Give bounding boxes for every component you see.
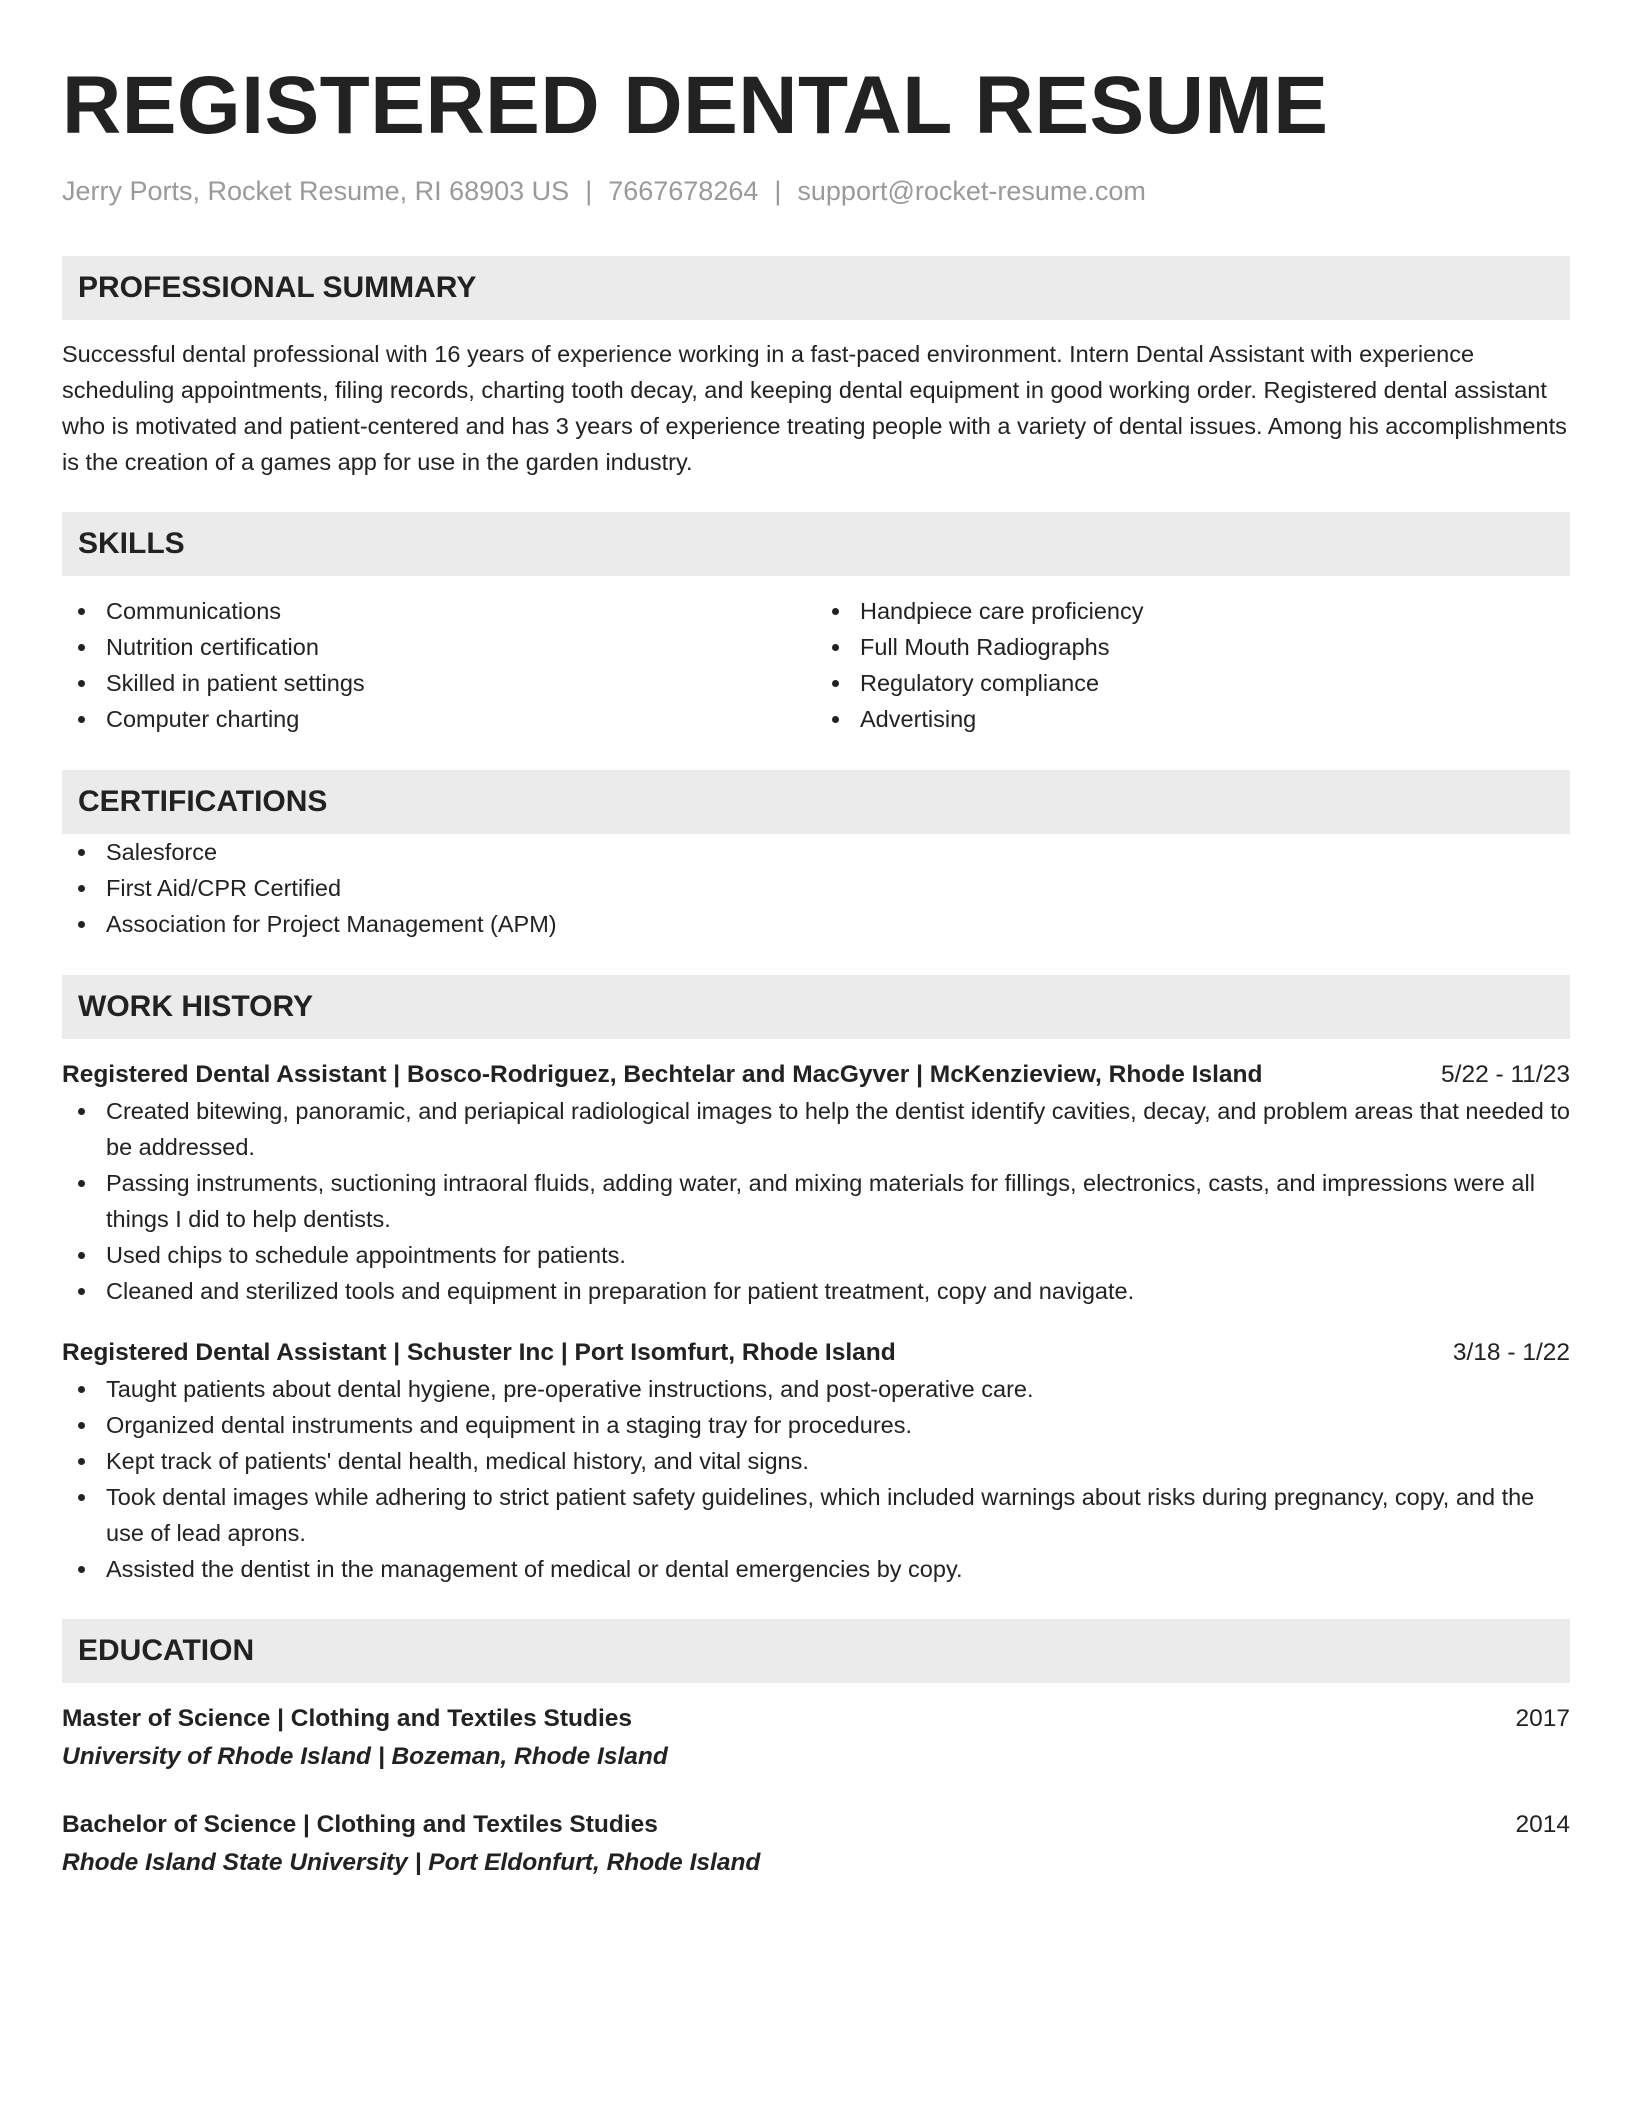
job-bullet: Used chips to schedule appointments for patients. [62,1237,1570,1273]
certifications-heading: CERTIFICATIONS [62,770,1570,834]
job-bullet: Kept track of patients' dental health, medical history, and vital signs. [62,1443,1570,1479]
job-dates: 3/18 - 1/22 [1452,1339,1570,1366]
contact-separator: | [585,176,593,206]
job-header [62,1057,1570,1093]
skills-right-list [816,593,1570,737]
certification-item: Association for Project Management (APM) [62,906,1570,942]
contact-phone: 7667678264 [608,176,759,206]
skill-item: Computer charting [62,701,816,737]
education-header [62,1701,1570,1737]
contact-separator: | [774,176,782,206]
education-year: 2014 [1515,1811,1570,1838]
job-title: Registered Dental Assistant | Schuster Inc | Port Isomfurt, Rhode Island [62,1339,896,1366]
contact-line [62,174,1570,208]
education-year: 2017 [1515,1705,1570,1732]
job-bullet-list [62,1371,1570,1587]
contact-email: support@rocket-resume.com [797,176,1146,206]
job-entry [62,1335,1570,1587]
skill-item: Nutrition certification [62,629,816,665]
job-bullet: Assisted the dentist in the management of medical or dental emergencies by copy. [62,1551,1570,1587]
job-dates: 5/22 - 11/23 [1441,1061,1570,1088]
skill-item: Full Mouth Radiographs [816,629,1570,665]
job-bullet: Taught patients about dental hygiene, pre-operative instructions, and post-operative care. [62,1371,1570,1407]
education-school: Rhode Island State University | Port Eldonfurt, Rhode Island [62,1849,761,1876]
job-bullet: Created bitewing, panoramic, and periapical radiological images to help the dentist identify cavities, decay, and problem areas that needed to be addressed. [62,1093,1570,1165]
skill-item: Advertising [816,701,1570,737]
job-bullet: Took dental images while adhering to strict patient safety guidelines, which included warnings about risks during pregnancy, copy, and the use of lead aprons. [62,1479,1570,1551]
job-bullet-list [62,1093,1570,1309]
skills-grid [62,593,1570,737]
job-title: Registered Dental Assistant | Bosco-Rodriguez, Bechtelar and MacGyver | McKenzieview, Rhode Island [62,1061,1263,1088]
education-header [62,1807,1570,1843]
contact-address: Jerry Ports, Rocket Resume, RI 68903 US [62,176,570,206]
skill-item: Regulatory compliance [816,665,1570,701]
job-bullet: Cleaned and sterilized tools and equipment in preparation for patient treatment, copy and navigate. [62,1273,1570,1309]
education-entry [62,1807,1570,1881]
education-school: University of Rhode Island | Bozeman, Rhode Island [62,1743,668,1770]
education-degree: Master of Science | Clothing and Textiles Studies [62,1705,633,1732]
job-bullet: Organized dental instruments and equipment in a staging tray for procedures. [62,1407,1570,1443]
work-history-heading: WORK HISTORY [62,975,1570,1039]
certification-item: Salesforce [62,834,1570,870]
job-bullet: Passing instruments, suctioning intraoral fluids, adding water, and mixing materials for fillings, electronics, casts, and impressions were all things I did to help dentists. [62,1165,1570,1237]
skill-item: Handpiece care proficiency [816,593,1570,629]
skill-item: Skilled in patient settings [62,665,816,701]
resume-title: REGISTERED DENTAL RESUME [62,60,1329,151]
education-heading: EDUCATION [62,1619,1570,1683]
education-degree: Bachelor of Science | Clothing and Textiles Studies [62,1811,658,1838]
education-entry [62,1701,1570,1775]
certifications-list [62,834,1570,942]
summary-heading: PROFESSIONAL SUMMARY [62,256,1570,320]
job-header [62,1335,1570,1371]
summary-text: Successful dental professional with 16 years of experience working in a fast-paced environment. Intern Dental Assistant with experience scheduling appointments, filing records, charting tooth decay, and keeping dental equipment in good working order. Registered dental assistant who is motivated and patient-centered and has 3 years of experience treating people with a variety of dental issues. Among his accomplishments is the creation of a games app for use in the garden industry. [62,341,1567,475]
skills-left-list [62,593,816,737]
skill-item: Communications [62,593,816,629]
job-entry [62,1057,1570,1309]
skills-heading: SKILLS [62,512,1570,576]
certification-item: First Aid/CPR Certified [62,870,1570,906]
